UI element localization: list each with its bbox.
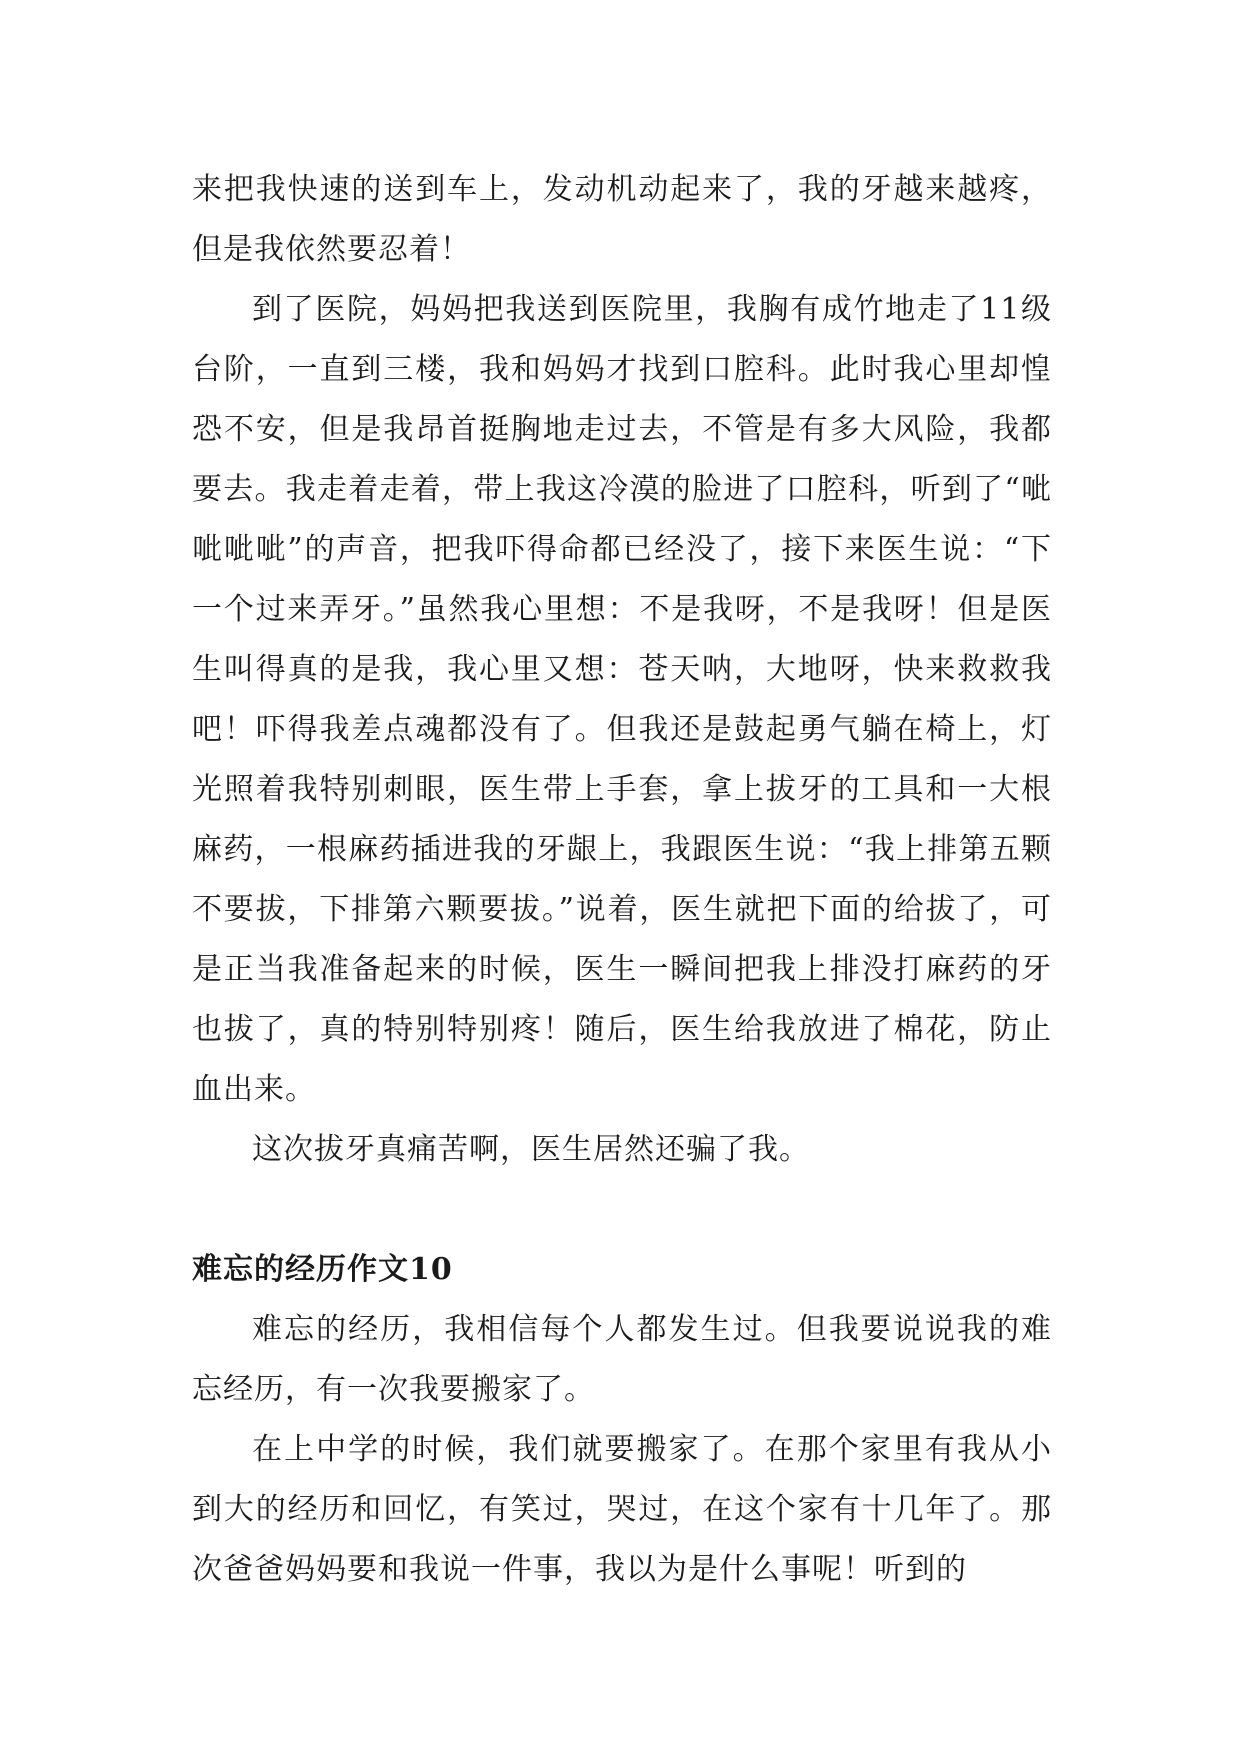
- paragraph-4: 难忘的经历，我相信每个人都发生过。但我要说说我的难忘经历，有一次我要搬家了。: [192, 1312, 1052, 1407]
- paragraph-2: 到了医院，妈妈把我送到医院里，我胸有成竹地走了11级台阶，一直到三楼，我和妈妈才找到口腔科。此时我心里却惶恐不安，但是我昂首挺胸地走过去，不管是有多大风险，我都要去。我走着走着，带上我这冷漠的脸进了口腔科，听到了“呲呲呲呲”的声音，把我吓得命都已经没了，接下来医生说：“下一个过来弄牙。”虽然我心里想：不是我呀，不是我呀！但是医生叫得真的是我，我心里又想：苍天呐，大地呀，快来救救我吧！吓得我差点魂都没有了。但我还是鼓起勇气躺在椅上，灯光照着我特别刺眼，医生带上手套，拿上拔牙的工具和一大根麻药，一根麻药插进我的牙龈上，我跟医生说：“我上排第五颗不要拔，下排第六颗要拔。”说着，医生就把下面的给拔了，可是正当我准备起来的时候，医生一瞬间把我上排没打麻药的牙也拔了，真的特别特别疼！随后，医生给我放进了棉花，防止血出来。: [192, 292, 1052, 1107]
- paragraph-5: 在上中学的时候，我们就要搬家了。在那个家里有我从小到大的经历和回忆，有笑过，哭过，在这个家有十几年了。那次爸爸妈妈要和我说一件事，我以为是什么事呢！听到的: [192, 1432, 1052, 1587]
- section-title: 难忘的经历作文10: [192, 1252, 453, 1287]
- paragraph-3: 这次拔牙真痛苦啊，医生居然还骗了我。: [252, 1132, 810, 1167]
- paragraph-1: 来把我快速的送到车上，发动机动起来了，我的牙越来越疼，但是我依然要忍着！: [192, 172, 1052, 267]
- document-body: [192, 160, 1052, 1600]
